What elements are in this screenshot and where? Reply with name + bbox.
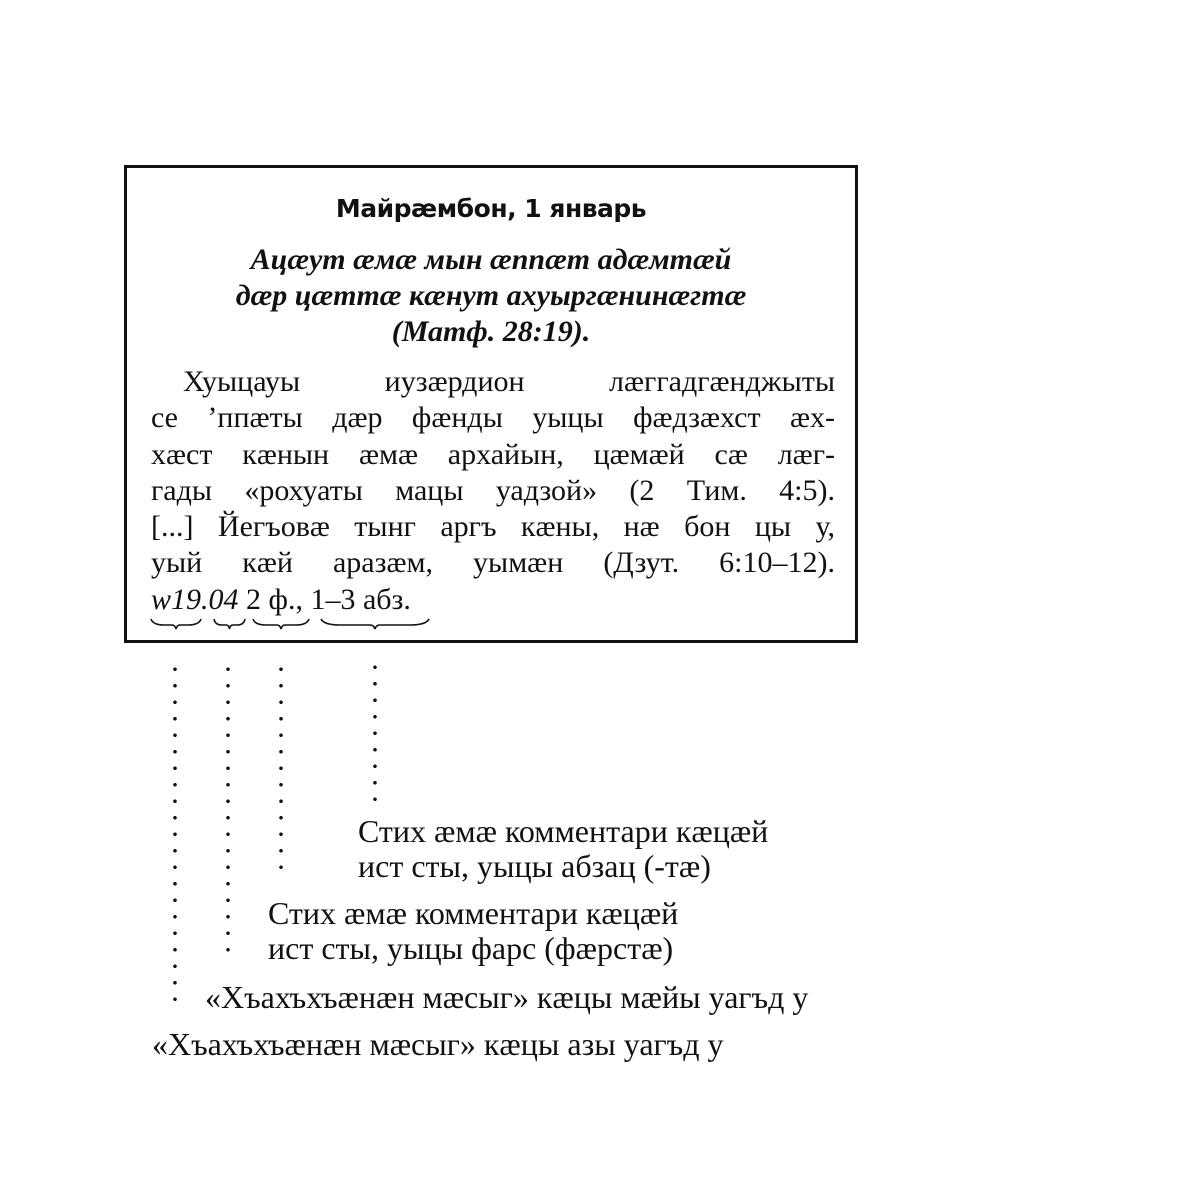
brace-month-icon: [213, 617, 246, 631]
brace-page-icon: [252, 617, 310, 631]
leader-paragraph: [373, 659, 377, 801]
publication-code: w19.04: [151, 582, 239, 616]
annotation-line: Стих æмæ комментари кæцæй: [358, 813, 769, 849]
daily-text-card: [124, 165, 858, 643]
reference-line: [151, 582, 835, 618]
annotation-line: ист сты, уыцы фарс (фæрстæ): [268, 930, 674, 966]
verse-line: Ацæут æмæ мын æппæт адæмтæй: [250, 243, 732, 276]
annotation-line: ист сты, уыцы абзац (-тæ): [358, 848, 711, 884]
verse-line: (Матф. 28:19).: [391, 315, 591, 348]
annotation-paragraphs: [358, 814, 768, 884]
body-line: хæст кæнын æмæ архайын, цæмæй сæ лæг-: [151, 437, 835, 471]
paragraph-ref: 1–3 абз.: [310, 582, 411, 616]
body-line: [...] Йегъовæ тынг аргъ кæны, нæ бон цы у,: [151, 510, 835, 544]
annotation-year: «Хъахъхъæнæн мæсыг» кæцы азы уагъд у: [152, 1026, 724, 1062]
brace-paragraph-icon: [320, 617, 430, 631]
leader-year: [173, 661, 177, 1013]
body-line: уый кæй аразæм, уымæн (Дзут. 6:10–12).: [151, 546, 835, 580]
body-line: се ’ппæты дæр фæнды уыцы фæдзæхст æх-: [151, 401, 835, 435]
annotation-line: Стих æмæ комментари кæцæй: [268, 895, 679, 931]
date-heading: Майрæмбон, 1 январь: [335, 194, 647, 223]
leader-page: [279, 661, 283, 881]
annotation-page: [268, 896, 678, 966]
theme-scripture: [127, 242, 855, 350]
verse-line: дæр цæттæ кæнут ахуыргæнинæгтæ: [235, 279, 747, 312]
comment-body: [151, 364, 835, 618]
brace-year-icon: [150, 617, 202, 631]
body-line: гады «рохуаты мацы уадзой» (2 Тим. 4:5).: [151, 473, 835, 507]
body-line: Хуыцауы иузæрдион лæггадгæнджыты: [183, 365, 835, 398]
annotation-issue: «Хъахъхъæнæн мæсыг» кæцы мæйы уагъд у: [205, 979, 809, 1015]
leader-month: [226, 661, 230, 963]
page-ref: 2 ф.,: [246, 582, 303, 616]
